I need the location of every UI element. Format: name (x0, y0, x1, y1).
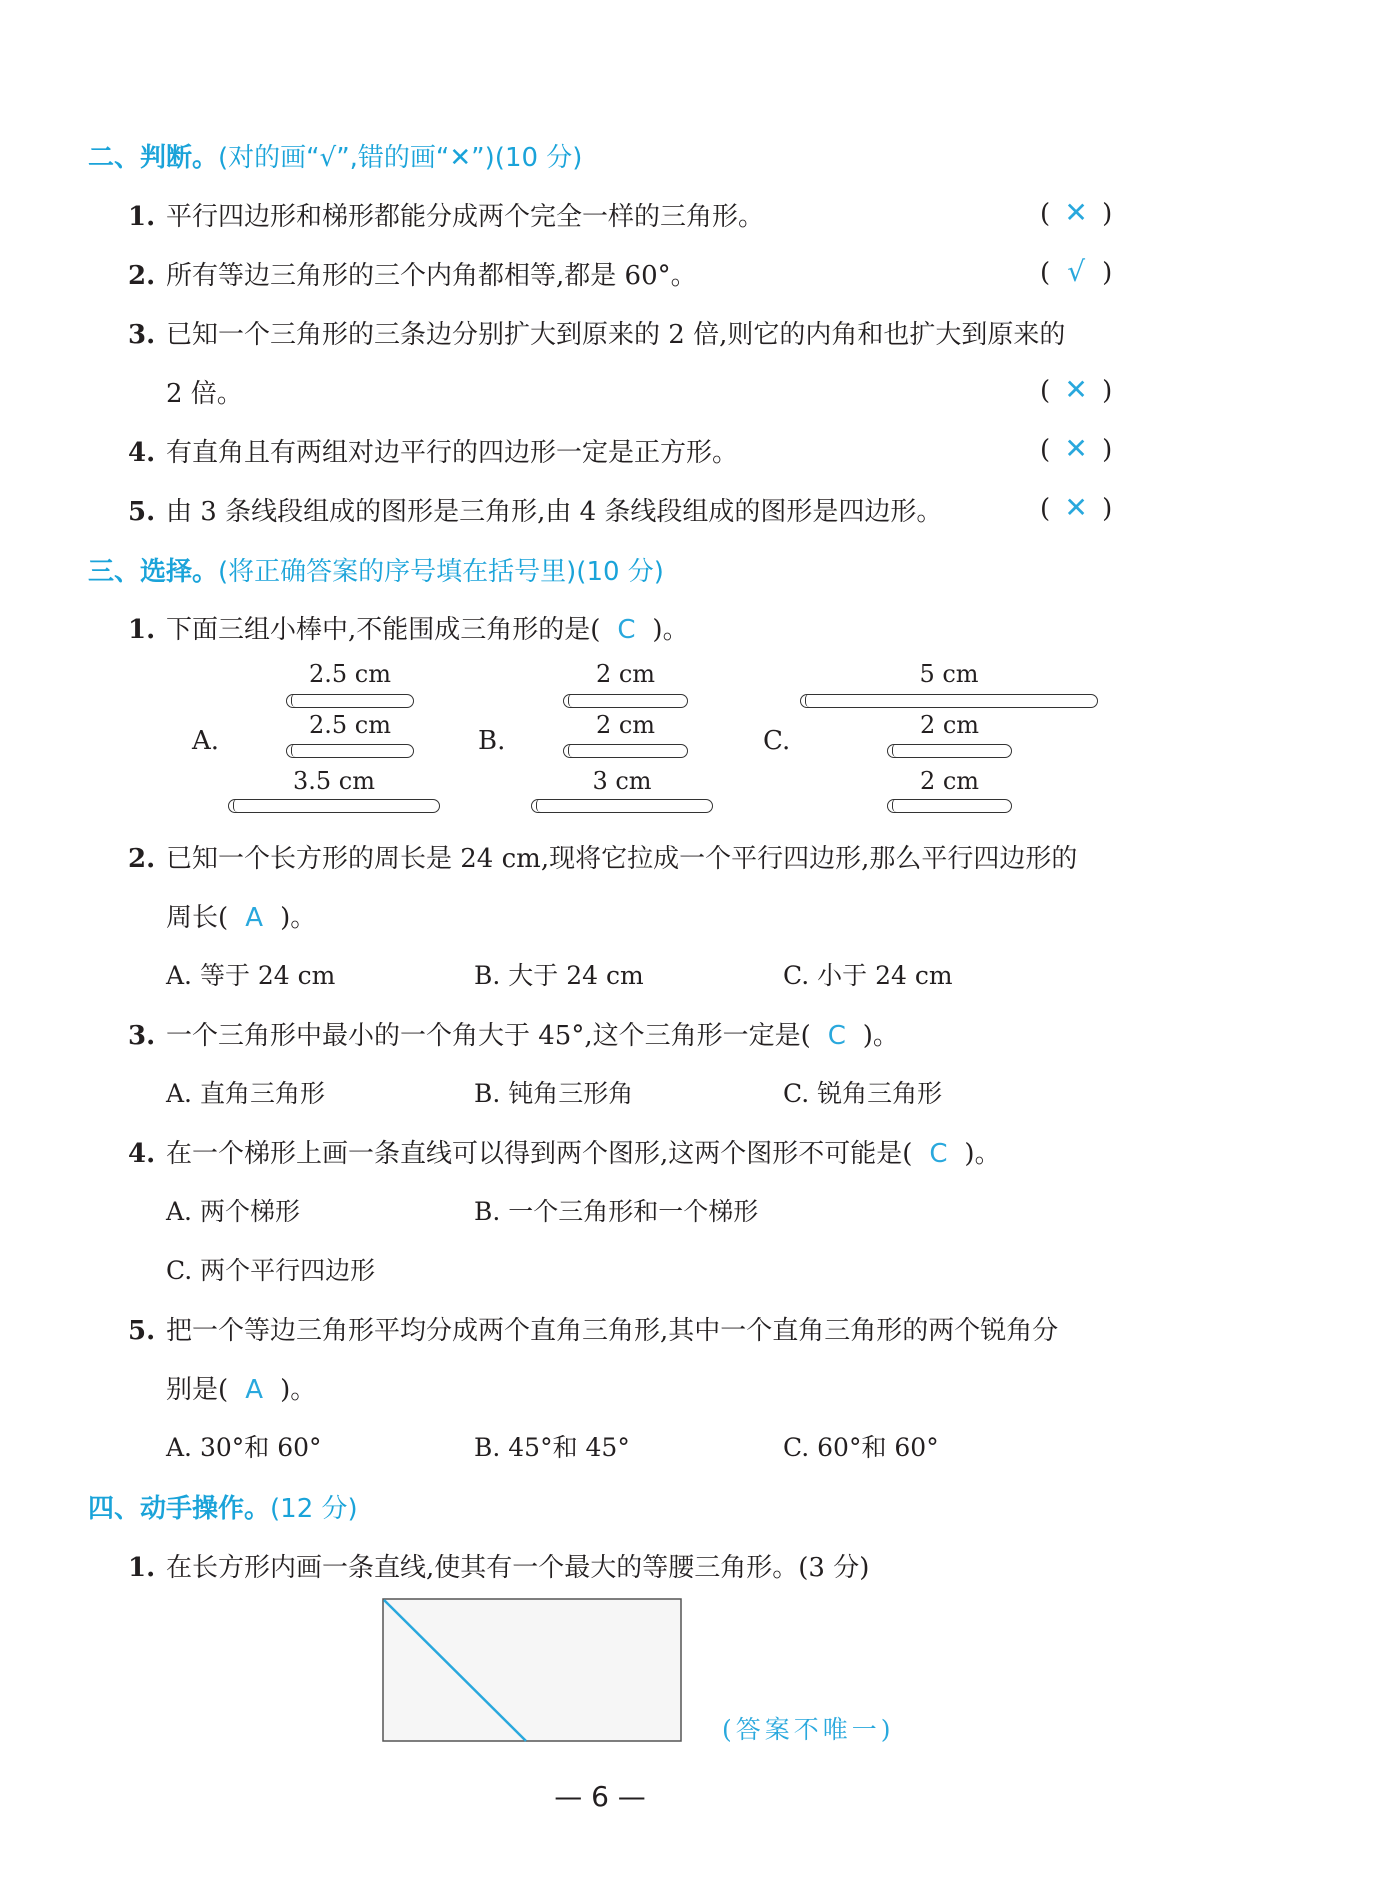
section3-subtitle: (将正确答案的序号填在括号里)(10 分) (218, 557, 664, 587)
answer-mark: √ (1067, 255, 1086, 288)
question-number: 4. (128, 1139, 156, 1169)
judge-question-2 (128, 255, 697, 292)
question-text-end: )。 (280, 1375, 317, 1405)
question-text: 下面三组小棒中,不能围成三角形的是( (166, 615, 601, 645)
question-text-end: )。 (964, 1139, 1001, 1169)
question-text: 在一个梯形上画一条直线可以得到两个图形,这两个图形不可能是( (166, 1139, 913, 1169)
answer-note: (答案不唯一) (722, 1715, 895, 1744)
answer-mark: ✕ (1064, 373, 1088, 406)
question-text: 已知一个长方形的周长是 24 cm,现将它拉成一个平行四边形,那么平行四边形的 (166, 844, 1078, 874)
question-text: 在长方形内画一条直线,使其有一个最大的等腰三角形。(3 分) (166, 1553, 870, 1583)
option-c: C. 两个平行四边形 (166, 1256, 376, 1285)
stick (286, 694, 414, 708)
question-number: 5. (128, 1316, 156, 1346)
choice-question-2-line2 (166, 897, 316, 934)
section4-title: 四、动手操作。 (88, 1494, 271, 1524)
stick (800, 694, 1098, 708)
operation-question-1 (128, 1547, 869, 1584)
question-text: 别是( (166, 1375, 229, 1405)
answer-letter: A (245, 903, 264, 933)
stick-length-label: 2.5 cm (309, 660, 391, 688)
option-b: B. 一个三角形和一个梯形 (474, 1197, 759, 1226)
group-c-label: C. (763, 726, 791, 756)
stick-length-label: 5 cm (919, 660, 979, 688)
question-number: 5. (128, 497, 156, 527)
stick (887, 799, 1012, 813)
question-text-end: )。 (862, 1021, 899, 1051)
section4-subtitle: (12 分) (270, 1494, 358, 1524)
question-text: 把一个等边三角形平均分成两个直角三角形,其中一个直角三角形的两个锐角分 (166, 1316, 1059, 1346)
judge-answer-2: ( √ ) (1040, 255, 1113, 288)
stick (531, 799, 713, 813)
stick-length-label: 2.5 cm (309, 711, 391, 739)
question-number: 2. (128, 844, 156, 874)
question-number: 3. (128, 320, 156, 350)
question-text: 由 3 条线段组成的图形是三角形,由 4 条线段组成的图形是四边形。 (166, 497, 943, 527)
section3-title: 三、选择。 (88, 557, 219, 587)
judge-question-4 (128, 432, 738, 469)
stick (887, 744, 1012, 758)
question-text: 周长( (166, 903, 229, 933)
question-text: 一个三角形中最小的一个角大于 45°,这个三角形一定是( (166, 1021, 811, 1051)
question-number: 1. (128, 1553, 156, 1583)
question-number: 3. (128, 1021, 156, 1051)
answer-letter: C (827, 1021, 846, 1051)
stick (286, 744, 414, 758)
answer-letter: C (929, 1139, 948, 1169)
stick-length-label: 3 cm (592, 767, 652, 795)
option-b: B. 45°和 45° (474, 1433, 630, 1462)
rectangle (383, 1599, 681, 1741)
question-text-continued: 2 倍。 (166, 379, 243, 409)
section2-title: 二、判断。 (88, 143, 219, 173)
option-a: A. 直角三角形 (166, 1079, 325, 1108)
stick-length-label: 2 cm (595, 711, 656, 739)
question-text: 平行四边形和梯形都能分成两个完全一样的三角形。 (166, 202, 765, 232)
question-text-end: )。 (652, 615, 689, 645)
judge-answer-5: ( ✕ ) (1040, 491, 1113, 524)
stick-length-label: 2 cm (919, 767, 980, 795)
judge-question-5 (128, 491, 942, 528)
group-b-label: B. (478, 726, 506, 756)
answer-letter: C (617, 615, 636, 645)
answer-mark: ✕ (1064, 432, 1088, 465)
choice-question-5 (128, 1310, 1058, 1347)
choice-question-5-line2 (166, 1369, 316, 1406)
option-b: B. 大于 24 cm (474, 961, 644, 990)
judge-answer-1: ( ✕ ) (1040, 196, 1113, 229)
page-number: — 6 — (554, 1780, 646, 1813)
section2-heading (88, 137, 582, 174)
question-number: 2. (128, 261, 156, 291)
answer-mark: ✕ (1064, 491, 1088, 524)
answer-letter: A (245, 1375, 264, 1405)
question-text: 已知一个三角形的三条边分别扩大到原来的 2 倍,则它的内角和也扩大到原来的 (166, 320, 1066, 350)
option-c: C. 小于 24 cm (783, 961, 953, 990)
answer-mark: ✕ (1064, 196, 1088, 229)
choice-question-2 (128, 838, 1077, 875)
group-a-label: A. (192, 726, 220, 756)
rectangle-figure (380, 1596, 686, 1746)
choice-question-1 (128, 609, 689, 646)
choice-question-4 (128, 1133, 1001, 1170)
stick-length-label: 2 cm (595, 660, 656, 688)
question-number: 4. (128, 438, 156, 468)
section3-heading (88, 551, 664, 588)
option-a: A. 等于 24 cm (166, 961, 336, 990)
option-c: C. 锐角三角形 (783, 1079, 943, 1108)
stick (228, 799, 440, 813)
option-a: A. 两个梯形 (166, 1197, 300, 1226)
stick-length-label: 2 cm (919, 711, 980, 739)
judge-question-1 (128, 196, 764, 233)
question-text-end: )。 (280, 903, 317, 933)
section2-subtitle: (对的画“√”,错的画“✕”)(10 分) (218, 143, 583, 173)
stick-length-label: 3.5 cm (293, 767, 375, 795)
section4-heading (88, 1488, 358, 1525)
judge-answer-4: ( ✕ ) (1040, 432, 1113, 465)
stick (563, 744, 688, 758)
stick (563, 694, 688, 708)
choice-question-3 (128, 1015, 899, 1052)
judge-question-3 (128, 314, 1065, 351)
question-text: 有直角且有两组对边平行的四边形一定是正方形。 (166, 438, 739, 468)
option-a: A. 30°和 60° (166, 1433, 322, 1462)
option-c: C. 60°和 60° (783, 1433, 939, 1462)
option-b: B. 钝角三形角 (474, 1079, 634, 1108)
question-number: 1. (128, 202, 156, 232)
question-number: 1. (128, 615, 156, 645)
question-text: 所有等边三角形的三个内角都相等,都是 60°。 (166, 261, 697, 291)
judge-answer-3: ( ✕ ) (1040, 373, 1113, 406)
